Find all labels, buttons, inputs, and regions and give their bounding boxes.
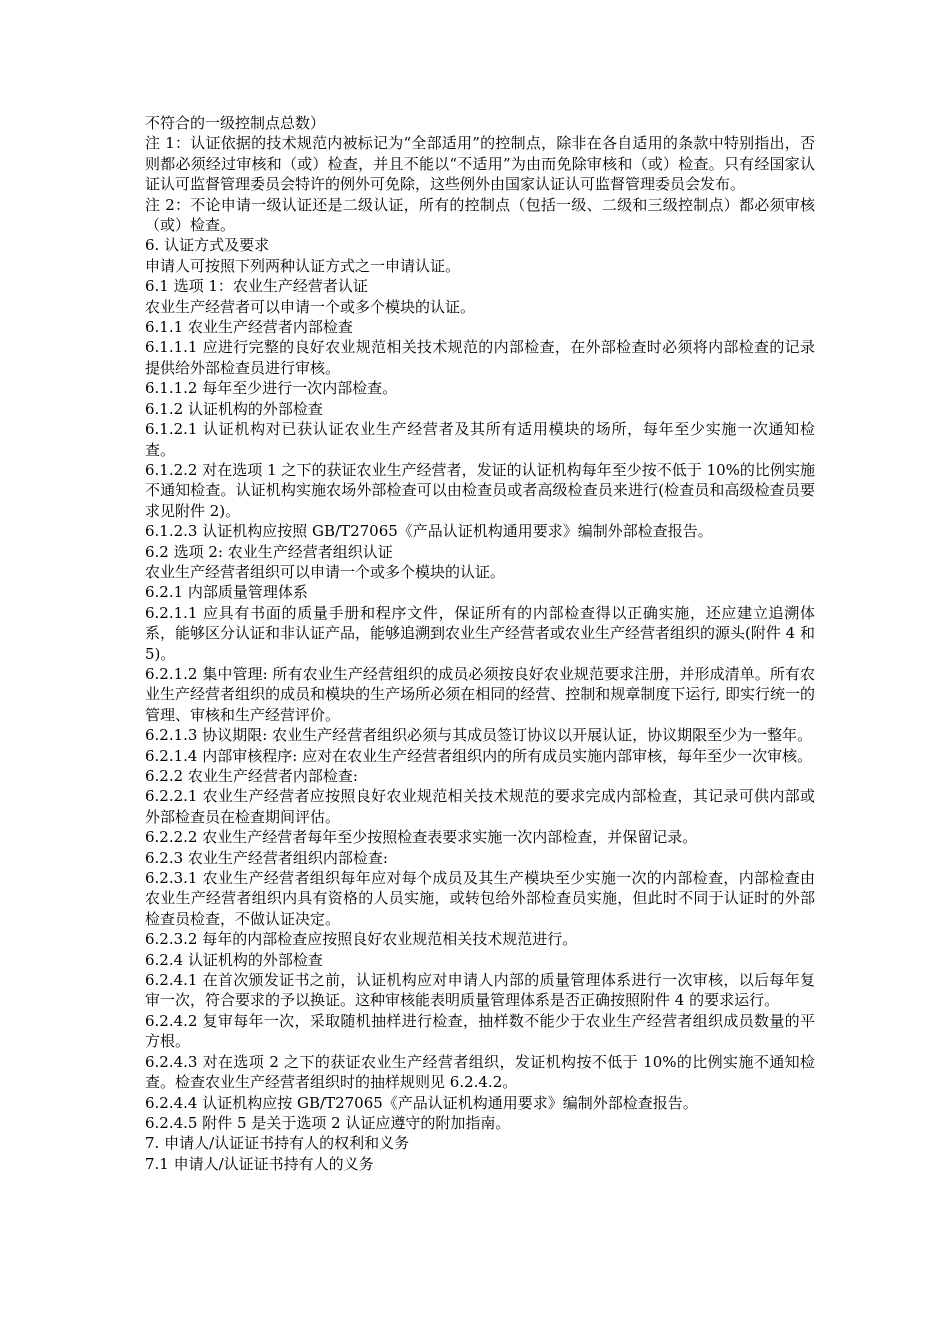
- document-paragraph: 6. 认证方式及要求: [145, 236, 270, 255]
- document-paragraph: 6.2.4.2 复审每年一次，采取随机抽样进行检查，抽样数不能少于农业生产经营者组织成员数量的平方根。: [145, 1011, 815, 1051]
- document-paragraph: 6.2.3.2 每年的内部检查应按照良好农业规范相关技术规范进行。: [145, 930, 578, 949]
- document-paragraph: 申请人可按照下列两种认证方式之一申请认证。: [145, 256, 461, 275]
- document-paragraph: 6.1.1 农业生产经营者内部检查: [145, 318, 353, 337]
- document-paragraph: 注 1：认证依据的技术规范内被标记为“全部适用”的控制点，除非在各自适用的条款中特别指出，否则都必须经过审核和（或）检查，并且不能以“不适用”为由而免除审核和（或）检查。只有经国家认证认可监督管理委员会特许的例外可免除，这些例外由国家认证认可监督管理委员会发布。: [145, 134, 815, 194]
- document-paragraph: 不符合的一级控制点总数）: [145, 114, 326, 132]
- document-paragraph: 6.2.1.1 应具有书面的质量手册和程序文件，保证所有的内部检查得以正确实施，还应建立追溯体系，能够区分认证和非认证产品，能够追溯到农业生产经营者或农业生产经营者组织的源头(附件 4 和 5)。: [145, 603, 815, 663]
- document-paragraph: 农业生产经营者组织可以申请一个或多个模块的认证。: [145, 562, 506, 581]
- document-paragraph: 6.2.4.4 认证机构应按 GB/T27065《产品认证机构通用要求》编制外部检查报告。: [145, 1093, 698, 1112]
- document-paragraph: 7. 申请人/认证证书持有人的权利和义务: [145, 1134, 410, 1153]
- document-paragraph: 6.2.1.4 内部审核程序: 应对在农业生产经营者组织内的所有成员实施内部审核，每年至少一次审核。: [145, 746, 813, 765]
- document-paragraph: 6.1.2.3 认证机构应按照 GB/T27065《产品认证机构通用要求》编制外部检查报告。: [145, 522, 713, 541]
- document-paragraph: 6.1.1.1 应进行完整的良好农业规范相关技术规范的内部检查，在外部检查时必须将内部检查的记录提供给外部检查员进行审核。: [145, 338, 815, 377]
- document-paragraph: 6.2.4 认证机构的外部检查: [145, 950, 323, 969]
- document-paragraph: 6.2.2.2 农业生产经营者每年至少按照检查表要求实施一次内部检查，并保留记录。: [145, 828, 698, 847]
- document-paragraph: 6.2.1.2 集中管理: 所有农业生产经营组织的成员必须按良好农业规范要求注册，并形成清单。所有农业生产经营者组织的成员和模块的生产场所必须在相同的经营、控制和规章制度下运行, 即实行统一的管理、审核和生产经营评价。: [145, 664, 815, 724]
- document-paragraph: 注 2：不论申请一级认证还是二级认证，所有的控制点（包括一级、二级和三级控制点）都必须审核（或）检查。: [145, 195, 815, 235]
- document-paragraph: 6.1.1.2 每年至少进行一次内部检查。: [145, 379, 398, 398]
- document-paragraph: 6.1.2.2 对在选项 1 之下的获证农业生产经营者，发证的认证机构每年至少按不低于 10%的比例实施不通知检查。认证机构实施农场外部检查可以由检查员或者高级检查员来进行(检查员和高级检查员要求见附件 2)。: [145, 460, 815, 520]
- document-paragraph: 6.2.2.1 农业生产经营者应按照良好农业规范相关技术规范的要求完成内部检查，其记录可供内部或外部检查员在检查期间评估。: [145, 787, 815, 826]
- document-paragraph: 6.2.3.1 农业生产经营者组织每年应对每个成员及其生产模块至少实施一次的内部检查，内部检查由农业生产经营者组织内具有资格的人员实施，或转包给外部检查员实施，但此时不同于认证时的外部检查员检查，不做认证决定。: [145, 869, 815, 928]
- document-paragraph: 6.1.2 认证机构的外部检查: [145, 399, 323, 418]
- document-paragraph: 6.2.3 农业生产经营者组织内部检查:: [145, 848, 388, 867]
- document-paragraph: 6.1.2.1 认证机构对已获认证农业生产经营者及其所有适用模块的场所，每年至少实施一次通知检查。: [145, 420, 815, 459]
- document-paragraph: 6.2.4.1 在首次颁发证书之前，认证机构应对申请人内部的质量管理体系进行一次审核，以后每年复审一次，符合要求的予以换证。这种审核能表明质量管理体系是否正确按照附件 4 的要求运行。: [145, 971, 815, 1010]
- document-paragraph: 6.1 选项 1：农业生产经营者认证: [145, 277, 368, 296]
- document-paragraph: 6.2.2 农业生产经营者内部检查:: [145, 767, 358, 785]
- document-page: [145, 113, 815, 1174]
- document-paragraph: 农业生产经营者可以申请一个或多个模块的认证。: [145, 297, 476, 316]
- document-paragraph: 6.2.1 内部质量管理体系: [145, 583, 308, 602]
- document-paragraph: 6.2.1.3 协议期限: 农业生产经营者组织必须与其成员签订协议以开展认证，协议期限至少为一整年。: [145, 726, 813, 745]
- document-paragraph: 6.2 选项 2: 农业生产经营者组织认证: [145, 542, 393, 561]
- document-paragraph: 7.1 申请人/认证证书持有人的义务: [145, 1154, 374, 1173]
- document-paragraph: 6.2.4.5 附件 5 是关于选项 2 认证应遵守的附加指南。: [145, 1113, 511, 1132]
- document-paragraph: 6.2.4.3 对在选项 2 之下的获证农业生产经营者组织，发证机构按不低于 10%的比例实施不通知检查。检查农业生产经营者组织时的抽样规则见 6.2.4.2。: [145, 1052, 815, 1092]
